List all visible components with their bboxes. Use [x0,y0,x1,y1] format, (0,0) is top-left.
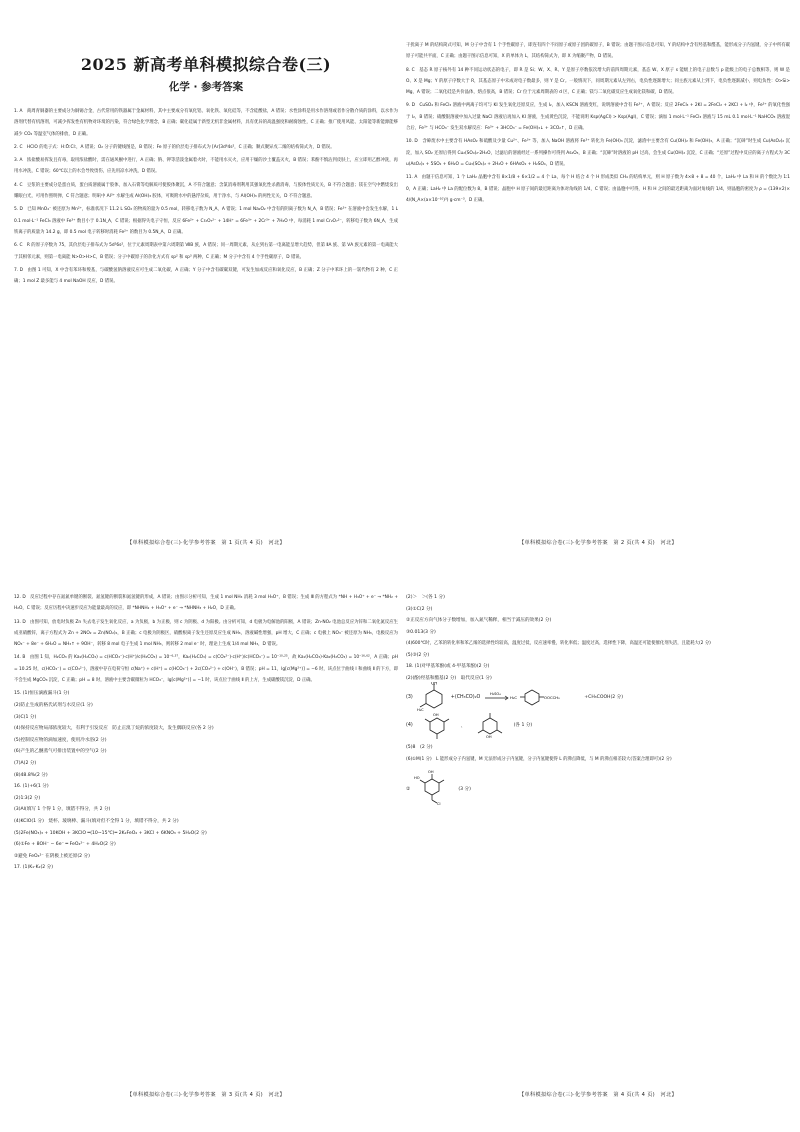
svg-text:H₃C: H₃C [510,695,518,701]
answer-line: 17. (1)K₁·K₂(2 分) [14,865,54,871]
answer-line: (4)KClO(1 分) 烧杯、玻璃棒、漏斗(填对但不全得 1 分，填错不得分，共 2 分) [14,818,179,824]
answer-line: (5)③(2 分) [406,652,430,658]
answer-paragraph-q12: 12. D 反应过程中存在氮氮单键的断裂、氮氢键的断裂和氮氢键的形成，A 错误；由图示分析可知，生成 1 mol NH₃ 消耗 3 mol H₃O⁺，B 错误；生成 Ⅲ 的方程式为 *NH + H₃O⁺ + e⁻ → *NH₂ + H₂O，C 错误；反应历程中决速步反应为能量最高的反应，即 *NHNH₂ + H₃O⁺ + e⁻ → *NHNH₃ + H₂O，D 正确。 [14,595,398,612]
svg-text:OH: OH [428,770,434,775]
answer-paragraph-q8: 8. C 基态 R 原子核外有 14 种不同运动状态的电子，即 R 是 Si；W、X、R、Y 是原子序数依次增大的前四周期元素，基态 W、X 原子 s 能级上的电子总数与 p 能级上的电子总数相等，则 W 是 O、X 是 Mg；Y 的原子序数大于 R，其基态原子中未成对电子数最多，则 Y 是 Cr。一般情况下，同周期元素从左到右，电负性逐渐增大；同主族元素从上到下，电负性逐渐减小，则电负性：O>Si>Mg，A 错误；二氧化硅是共价晶体，熔点很高，B 错误；Cr 位于元素周期表的 d 区，C 正确；镁与二氧化碳反应生成氧化镁和碳，D 错误。 [406,67,790,96]
answer-line: (3)C(1 分) [14,714,37,720]
document-title: 2025 新高考单科模拟综合卷(三) [80,55,332,74]
reaction-arrow-icon [484,690,510,704]
p-tolyl-acetate-structure-icon [510,685,580,709]
equation-label: (4) [406,722,413,728]
answer-line: (5)8 (2 分) [406,745,433,751]
answer-line: (5)控制反应物的滴加速度，使用冷水浴(2 分) [14,737,107,743]
answer-paragraph-q3: 3. A 浓盐酸易挥发且有毒，取用浓盐酸时，需在通风橱中进行，A 正确；钠、钾等活泼金属着火时，不能用水灭火，应用干燥的沙土覆盖灭火，B 错误；苯酚不慎沾到皮肤上，应立即用乙醇冲洗，再用水冲洗，C 错误；60℃以上的水会导致烫伤，应先用凉水冲洗，D 错误。 [14,158,398,175]
answer-line: (4)保持反应物局部浓度较大，有利于引发反应 防止正溴丁烷的浓度较大，发生偶联反应(各 2 分) [14,726,214,732]
equation-label: ② [406,786,411,792]
chloro-product-structure-icon [414,767,454,811]
structures-4 [406,710,790,740]
answer-line: (3)①C(2 分) [406,606,433,612]
page-footer: 【单科模拟综合卷(三)·化学参考答案 第 1 页(共 4 页) 河北】 [127,540,285,546]
answer-paragraph-q10: 10. D 含砷废水中主要含有 HAsO₂ 和硫酸及少量 Cu²⁺、Fe³⁺ 等，加入 NaOH 溶液将 Fe³⁺ 转化为 Fe(OH)₃ 沉淀，滤渣中主要含有 Cu(OH)₂ 和 Fe(OH)₃，A 正确；“沉砷”时生成 Cu(AsO₂)₂ 沉淀，加入 SO₂ 还原后得到 Cu₂(SO₄)₂·2H₂O，过滤后的溶液经过一系列操作可得到 As₂O₃，B 正确；“沉砷”时溶液的 pH 过高，会生成 Cu(OH)₂ 沉淀，C 正确；“还原”过程中反应的离子方程式为 3Cu(AsO₂)₂ + 5SO₂ + 6H₂O = Cu₃(SO₄)₂ + 2H₂O + 6HAsO₂ + H₂SO₄，D 错误。 [406,139,790,167]
structure-6-2 [406,767,790,811]
page-3 [14,592,398,1100]
answer-paragraph-q9: 9. D CuSO₄ 和 FeCl₃ 溶液中两离子均可与 KI 发生氧化还原反应，生成 I₂，加入 KSCN 溶液变红，说明溶液中含有 Fe³⁺，A 错误；反应 2FeCl₃ + 2KI = 2FeCl₂ + 2KCl + I₂ 中，Fe³⁺ 的氧化性强于 I₂，B 错误；硝酸银溶液中加入过量 NaCl 溶液后再加入 KI 溶液，生成黄色沉淀，不能说明 Ksp(AgCl) > Ksp(AgI)，C 错误；滴加 1 mol·L⁻¹ FeCl₃ 溶液与 15 mL 0.1 mol·L⁻¹ NaHCO₃ 溶液混合后，Fe³⁺ 与 HCO₃⁻ 发生双水解反应：Fe³⁺ + 3HCO₃⁻ = Fe(OH)₃↓ + 3CO₂↑，D 正确。 [406,103,790,132]
answer-line: (6)产生的乙醚蒸气可排出装置中的空气(2 分) [14,749,107,755]
isomer-structure-1-icon [417,710,457,740]
page-1 [14,40,398,548]
answer-line: (6)①M(1 分) L 能形成分子内氢键，M 无法形成分子内氢键，分子内氢键使得 L 的沸点降低，与 M 的沸点相差较大(答案合理即可)(2 分) [406,757,672,763]
page-footer: 【单科模拟综合卷(三)·化学参考答案 第 3 页(共 4 页) 河北】 [127,1092,285,1098]
answer-line: ③0.013(3 分) [406,629,436,635]
answer-line: ②正反应方向气体分子数增加，加入氮气稀释，相当于减压的效果(2 分) [406,618,552,624]
answer-line: 18. (1)对甲基苯酚(或 4-甲基苯酚)(2 分) [406,664,490,670]
svg-text:OH: OH [485,735,492,740]
answer-paragraph-q7: 7. D 由图 1 可知，X 中含有苯环和羧基，与碳酸氢钠溶液反应可生成二氧化碳，A 正确；Y 分子中含有碳碳双键，可发生加成反应和氧化反应，B 正确；Z 分子中苯环上的一氯代物有 2 种，C 正确；1 mol Z 最多能与 4 mol NaOH 反应，D 错误。 [14,267,398,285]
answer-line: (5)2Fe(NO₃)₃ + 10KOH + 3KClO ═(10~15℃)═ 2K₂FeO₄ + 3KCl + 6KNO₃ + 5H₂O(2 分) [14,830,207,836]
answer-line: (6)①Fe + 8OH⁻ − 6e⁻ ═ FeO₄²⁻ + 4H₂O(2 分) [14,842,116,848]
answer-paragraph-q11: 11. A 由题干信息可知，1 个 LaH₂ 晶胞中含有 8×1/8 + 6×1/2 = 4 个 La，每个 H 结合 4 个 H 形成类似 CH₄ 的结构单元，则 H 原子数为 4×8 + 8 = 40 个，LaH₂ 中 La 和 H 的个数比为 1∶10，A 正确；LaH₂ 中 La 的配位数为 8，B 错误；晶胞中 H 原子间的最近距离为体对角线的 1/4，C 错误；由晶胞中可得，H 和 H 之间的最近距离为面对角线的 1/4，则晶胞的密度为 ρ = (139×2)×4/(N_A×(a×10⁻¹⁰)³) g·cm⁻³，D 正确。 [406,175,790,203]
svg-text:OOCCH₃: OOCCH₃ [544,695,560,701]
equation-product-text: +CH₃COOH(2 分) [584,695,624,701]
svg-text:HO: HO [414,776,420,781]
answer-line: (2)＞ ＞(各 1 分) [406,595,445,600]
svg-text:Cl: Cl [437,802,441,807]
answer-line: (2)防止生成的格氏试剂与水反应(1 分) [14,702,93,708]
page-2 [406,40,790,548]
answer-paragraph-q2: 2. C HClO 的电子式：H:Ö:Cl:，A 错误；O₂ 分子的键线图是，B 错误；Fe 原子的价层电子排布式为 [Ar]3d⁶4s²，C 正确；顺式聚异戊二烯的结构简式为，D 错误。 [14,144,335,150]
separator-text: 、 [460,723,466,729]
score-text: (各 1 分) [513,723,533,729]
svg-text:OH: OH [432,713,439,718]
answer-line: (8)48.8%(2 分) [14,772,48,778]
reagent-text: +(CH₃CO)₂O [450,694,481,700]
isomer-structure-2-icon [470,710,510,740]
page-4 [406,592,790,1100]
answer-paragraph-q14: 14. B 由图 1 知，H₂CO₃ 的 Ka₁(H₂CO₃) = c(HCO₃⁻)·c(H⁺)/c(H₂CO₃) = 10⁻⁶·³⁷，Ka₂(H₂CO₃) = c(CO₃²⁻)·c(H⁺)/c(HCO₃⁻) = 10⁻¹⁰·²⁵，故 Ka₁(H₂CO₃)·Ka₂(H₂CO₃) = 10⁻¹⁶·⁶²，A 正确；pH = 10.25 时，c(HCO₃⁻) = c(CO₃²⁻)，溶液中存在电荷守恒 c(Na⁺) + c(H⁺) = c(HCO₃⁻) + 2c(CO₃²⁻) + c(OH⁻)，B 错误；pH = 11，lg[c(Mg²⁺)] = −6 时，该点位于曲线 Ⅰ 和曲线 Ⅱ 的下方，即不会生成 MgCO₃ 沉淀，C 正确；pH = 8 时，溶液中主要含碳微粒为 HCO₃⁻，lg[c(Mg²⁺)] = −1 时，该点位于曲线 Ⅱ 的上方，生成碳酸镁沉淀，D 正确。 [14,655,398,684]
document-subtitle: 化学 · 参考答案 [168,81,244,93]
reaction-equation-3 [406,682,790,713]
answer-paragraph-q4: 4. C 豆浆的主要成分是蛋白质，蛋白质溶液属于胶体，加入石膏等电解质可使胶体聚沉，A 不符合题意；含氯消毒剂利用其强氧化性杀菌消毒，与胶体性质无关，B 不符合题意；镁在空气中燃烧发出耀眼白光，可用作照明弹，C 符合题意；明矾中 Al³⁺ 水解生成 Al(OH)₃ 胶体，可吸附水中的悬浮杂质，用于净水，与 Al(OH)₃ 的两性无关，D 不符合题意。 [14,182,398,200]
answer-paragraph-q13: 13. D 由图可知，放电时负极 Zn 失去电子发生氧化反应，a 为负极，b 为正极，则 c 为阴极、d 为阳极。由分析可知，d 电极为电解池的阳极，A 错误；Zn-NO₂ 电池总反应为锌和二氧化氮反应生成亚硝酸锌，离子方程式为 Zn + 2NO₂ = Zn(NO₂)₂，B 正确；c 电极为阴极区，硝酸根离子发生还原反应生成 NH₃，溶液碱性增强，pH 增大，C 正确；c 电极上 NO₃⁻ 被还原为 NH₃，电极反应为 NO₃⁻ + 8e⁻ + 6H₂O = NH₃↑ + 9OH⁻，转移 8 mol 电子生成 1 mol NH₃，则转移 2 mol e⁻ 时，理论上生成 1/4 mol NH₃，D 错误。 [14,619,398,648]
p-cresol-structure-icon [417,682,451,712]
answer-line: 15. (1)恒压滴液漏斗(1 分) [14,691,70,697]
answer-line: (2)1∶3(2 分) [14,795,41,801]
reaction-condition: H₂SO₄ [490,692,501,697]
answer-line: (3)Al(填写 1 个得 1 分，填错不得分，共 2 分) [14,807,111,813]
answer-paragraph-q6: 6. C R 的原子序数为 75，其价层电子排布式为 5d⁵6s²，位于元素周期表中第六周期第 ⅦB 族，A 错误；同一周期元素，从左到右第一电离能呈增大趋势，但第 ⅡA 族、第 ⅤA 族元素的第一电离能大于其相邻元素，则第一电离能 N>O>H>C，B 错误；分子中碳原子的杂化方式有 sp² 和 sp³ 两种，C 正确；M 分子中含有 4 个手性碳原子，D 错误。 [14,243,398,260]
page-footer: 【单科模拟综合卷(三)·化学参考答案 第 2 页(共 4 页) 河北】 [519,540,677,546]
answer-paragraph-q5: 5. D 已知 MnO₄⁻ 被还原为 Mn²⁺，标准状况下 11.2 L SO₂ 的物质的量为 0.5 mol，转移电子数为 N_A，A 错误；1 mol Na₂O₂ 中含有的阴离子数为 N_A，B 错误；Fe³⁺ 在溶液中会发生水解，1 L 0.1 mol·L⁻¹ FeCl₃ 溶液中 Fe³⁺ 数目小于 0.1N_A，C 错误；根据得失电子守恒，反应 6Fe²⁺ + Cr₂O₇²⁻ + 14H⁺ = 6Fe³⁺ + 2Cr³⁺ + 7H₂O 中，每消耗 1 mol Cr₂O₇²⁻，转移电子数为 6N_A，生成铁离子的质量为 14.2 g，即 0.5 mol 电子转移时消耗 Fe²⁺ 的数目为 0.5N_A，D 正确。 [14,207,398,235]
answer-paragraph-q1: 1. A 商周青铜器的主要成分为铜锡合金，古代常用的铁器属于金属材料，其中主要成分有氧化铝、氧化铁、氧化硅等，不含硅酸盐，A 错误；水性涂料是用水作溶剂或者作分散介质的涂料，以水作为溶剂代替有机溶剂，可减少挥发性有机物对环境的污染，符合绿色化学理念，B 正确；碳化硅属于新型无机非金属材料，具有优异的高温强度和耐腐蚀性，C 正确；推广使用风能、太阳能等新能源能够减少 CO₂ 等温室气体的排放，D 正确。 [14,109,398,137]
answer-line: (4)600℃时，乙苯的转化率和苯乙烯的选择性均较高，温度过低，反应速率慢，转化率低；温度过高，选择性下降，高温还可能使催化剂失活，且能耗大(2 分) [406,641,711,647]
answer-line: 16. (1)+6(1 分) [14,784,49,790]
svg-text:H₃C: H₃C [416,708,424,713]
answer-paragraph-q7-cont: 干扰离子 M 的结构简式可知，M 分子中含有 1 个手性碳原子，即连有四个不同原子或原子团的碳原子，B 错误；由题干图示信息可知，Y 的结构中含有羟基和醛基，能形成分子内氢键，分子中所有碳原子可能共平面，C 正确；由题干图示信息可知，X 的单体为 L，其结构简式为，即 X 为缩聚产物，D 错误。 [406,43,790,60]
answer-line: ②避免 FeO₄²⁻ 在阴极上被还原(2 分) [14,853,90,859]
svg-text:OH: OH [430,682,437,686]
score-text: (3 分) [458,787,471,793]
answer-line: (7)A(2 分) [14,760,37,766]
equation-label: (3) [406,694,413,700]
answer-line: (2)(酚)羟基和酯基(2 分) 取代反应(1 分) [406,675,492,681]
page-footer: 【单科模拟综合卷(三)·化学参考答案 第 4 页(共 4 页) 河北】 [519,1092,677,1098]
